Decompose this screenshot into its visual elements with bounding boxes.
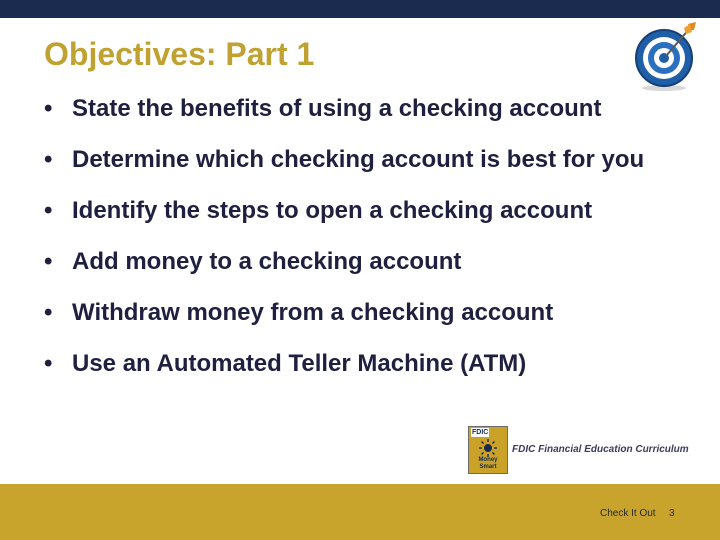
list-item	[44, 145, 704, 175]
list-item	[44, 349, 704, 379]
list-item	[44, 196, 704, 226]
objective-text: Use an Automated Teller Machine (ATM)	[72, 350, 527, 377]
objective-text: Determine which checking account is best for you	[72, 146, 645, 173]
list-item	[44, 298, 704, 328]
money-smart-label	[469, 457, 507, 471]
page-number: 3	[669, 508, 675, 519]
bullet-icon: •	[44, 95, 53, 122]
target-icon	[632, 20, 702, 92]
bullet-icon: •	[44, 146, 53, 173]
bullet-icon: •	[44, 299, 53, 326]
slide-title: Objectives: Part 1	[44, 36, 315, 72]
curriculum-label: FDIC Financial Education Curriculum	[512, 444, 689, 455]
bullet-icon: •	[44, 197, 53, 224]
footer-label: Check It Out	[600, 508, 656, 519]
objective-text: Add money to a checking account	[72, 248, 462, 275]
money-smart-line2: Smart	[479, 464, 497, 470]
list-item	[44, 247, 704, 277]
objective-text: Withdraw money from a checking account	[72, 299, 554, 326]
bullet-icon: •	[44, 350, 53, 377]
fdic-logo	[468, 426, 689, 474]
objective-text: State the benefits of using a checking account	[72, 95, 602, 122]
sun-icon	[479, 439, 497, 457]
money-smart-line1: Money	[478, 457, 498, 463]
fdic-tag: FDIC	[472, 429, 489, 436]
objective-text: Identify the steps to open a checking account	[72, 197, 593, 224]
bullet-icon: •	[44, 248, 53, 275]
objectives-list	[44, 94, 704, 400]
list-item	[44, 94, 704, 124]
money-smart-mark	[468, 426, 508, 474]
top-bar	[0, 0, 720, 18]
